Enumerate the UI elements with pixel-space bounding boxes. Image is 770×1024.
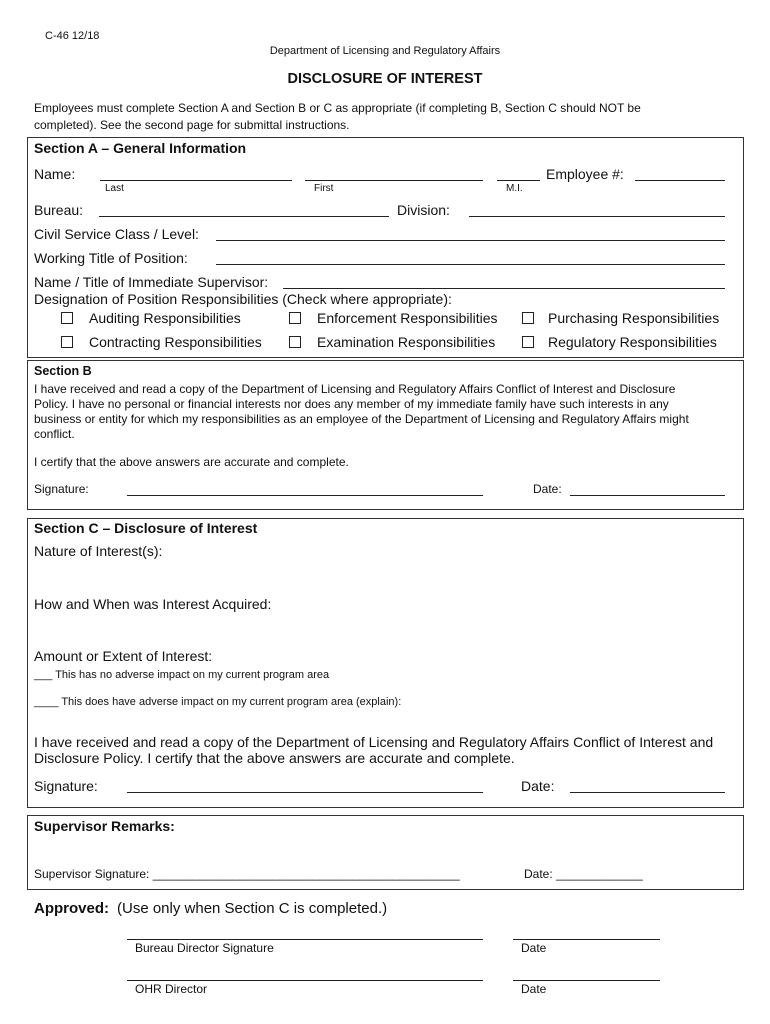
supervisor-signature-label[interactable]: Supervisor Signature: ______________________________________________ bbox=[34, 867, 460, 881]
purchasing-label: Purchasing Responsibilities bbox=[548, 310, 720, 326]
section-c-statement-1: I have received and read a copy of the Department of Licensing and Regulatory Affairs Conflict of Interest and bbox=[34, 734, 714, 750]
ohr-director-date-caption: Date bbox=[521, 982, 547, 996]
regulatory-label: Regulatory Responsibilities bbox=[548, 334, 717, 350]
auditing-checkbox[interactable] bbox=[61, 312, 73, 324]
how-when-label: How and When was Interest Acquired: bbox=[34, 596, 272, 612]
examination-label: Examination Responsibilities bbox=[317, 334, 496, 350]
amount-label: Amount or Extent of Interest: bbox=[34, 648, 213, 664]
section-c-statement-2: Disclosure Policy. I certify that the above answers are accurate and complete. bbox=[34, 750, 515, 766]
supervisor-label: Name / Title of Immediate Supervisor: bbox=[34, 274, 269, 290]
section-b-heading: Section B bbox=[34, 364, 92, 378]
contracting-checkbox[interactable] bbox=[61, 336, 73, 348]
section-b-para-4: conflict. bbox=[34, 427, 75, 441]
department-name: Department of Licensing and Regulatory Affairs bbox=[269, 45, 501, 57]
adverse-impact-option[interactable]: ____ This does have adverse impact on my current program area (explain): bbox=[34, 696, 402, 708]
regulatory-checkbox[interactable] bbox=[522, 336, 534, 348]
division-field[interactable] bbox=[469, 216, 725, 217]
last-caption: Last bbox=[105, 183, 124, 194]
bureau-director-signature-field[interactable] bbox=[127, 939, 483, 940]
examination-checkbox[interactable] bbox=[289, 336, 301, 348]
section-c-signature-label: Signature: bbox=[34, 778, 98, 794]
ohr-director-signature-field[interactable] bbox=[127, 980, 483, 981]
supervisor-remarks-heading: Supervisor Remarks: bbox=[34, 818, 175, 834]
section-b-certify: I certify that the above answers are accurate and complete. bbox=[34, 455, 349, 469]
section-b-signature-label: Signature: bbox=[34, 482, 89, 496]
contracting-label: Contracting Responsibilities bbox=[89, 334, 262, 350]
name-label: Name: bbox=[34, 166, 76, 182]
ohr-director-caption: OHR Director bbox=[135, 982, 208, 996]
working-title-label: Working Title of Position: bbox=[34, 250, 188, 266]
section-b-signature-field[interactable] bbox=[127, 495, 483, 496]
form-title: DISCLOSURE OF INTEREST bbox=[287, 71, 483, 87]
approved-label: Approved: bbox=[34, 900, 109, 917]
section-b-date-field[interactable] bbox=[570, 495, 725, 496]
nature-label: Nature of Interest(s): bbox=[34, 543, 163, 559]
purchasing-checkbox[interactable] bbox=[522, 312, 534, 324]
division-label: Division: bbox=[397, 202, 450, 218]
section-a-heading: Section A – General Information bbox=[34, 140, 247, 156]
middle-initial-field[interactable] bbox=[497, 180, 540, 181]
section-c-date-label: Date: bbox=[521, 778, 555, 794]
section-b-date-label: Date: bbox=[533, 482, 562, 496]
approved-note: (Use only when Section C is completed.) bbox=[117, 900, 388, 917]
bureau-label: Bureau: bbox=[34, 202, 84, 218]
instructions-line-1: Employees must complete Section A and Section B or C as appropriate (if completing B, Section C should NOT be bbox=[34, 101, 641, 115]
supervisor-date-label[interactable]: Date: _____________ bbox=[524, 867, 643, 881]
ohr-director-date-field[interactable] bbox=[513, 980, 660, 981]
section-c-heading: Section C – Disclosure of Interest bbox=[34, 520, 258, 536]
auditing-label: Auditing Responsibilities bbox=[89, 310, 241, 326]
section-b-para-2: Policy. I have no personal or financial interests nor does any member of my immediate family have such interests in any bbox=[34, 397, 669, 411]
form-code: C-46 12/18 bbox=[45, 30, 100, 42]
no-impact-option[interactable]: ___ This has no adverse impact on my current program area bbox=[34, 669, 330, 681]
first-caption: First bbox=[314, 183, 334, 194]
civil-service-field[interactable] bbox=[216, 240, 725, 241]
enforcement-label: Enforcement Responsibilities bbox=[317, 310, 498, 326]
civil-service-label: Civil Service Class / Level: bbox=[34, 226, 199, 242]
first-name-field[interactable] bbox=[305, 180, 483, 181]
bureau-director-date-caption: Date bbox=[521, 941, 547, 955]
designation-label: Designation of Position Responsibilities (Check where appropriate): bbox=[34, 291, 452, 307]
section-c-date-field[interactable] bbox=[570, 792, 725, 793]
last-name-field[interactable] bbox=[100, 180, 292, 181]
section-c-signature-field[interactable] bbox=[127, 792, 483, 793]
bureau-director-caption: Bureau Director Signature bbox=[135, 941, 274, 955]
bureau-field[interactable] bbox=[99, 216, 389, 217]
instructions-line-2: completed). See the second page for submittal instructions. bbox=[34, 118, 350, 132]
employee-number-field[interactable] bbox=[635, 180, 725, 181]
bureau-director-date-field[interactable] bbox=[513, 939, 660, 940]
working-title-field[interactable] bbox=[216, 264, 725, 265]
section-b-para-1: I have received and read a copy of the Department of Licensing and Regulatory Affairs Conflict of Interest and Disclosure bbox=[34, 382, 676, 396]
mi-caption: M.I. bbox=[506, 183, 523, 194]
section-b-para-3: business or entity for which my responsibilities as an employee of the Department of Licensing and Regulatory Affairs might bbox=[34, 412, 689, 426]
supervisor-field[interactable] bbox=[283, 288, 725, 289]
enforcement-checkbox[interactable] bbox=[289, 312, 301, 324]
employee-number-label: Employee #: bbox=[546, 166, 624, 182]
